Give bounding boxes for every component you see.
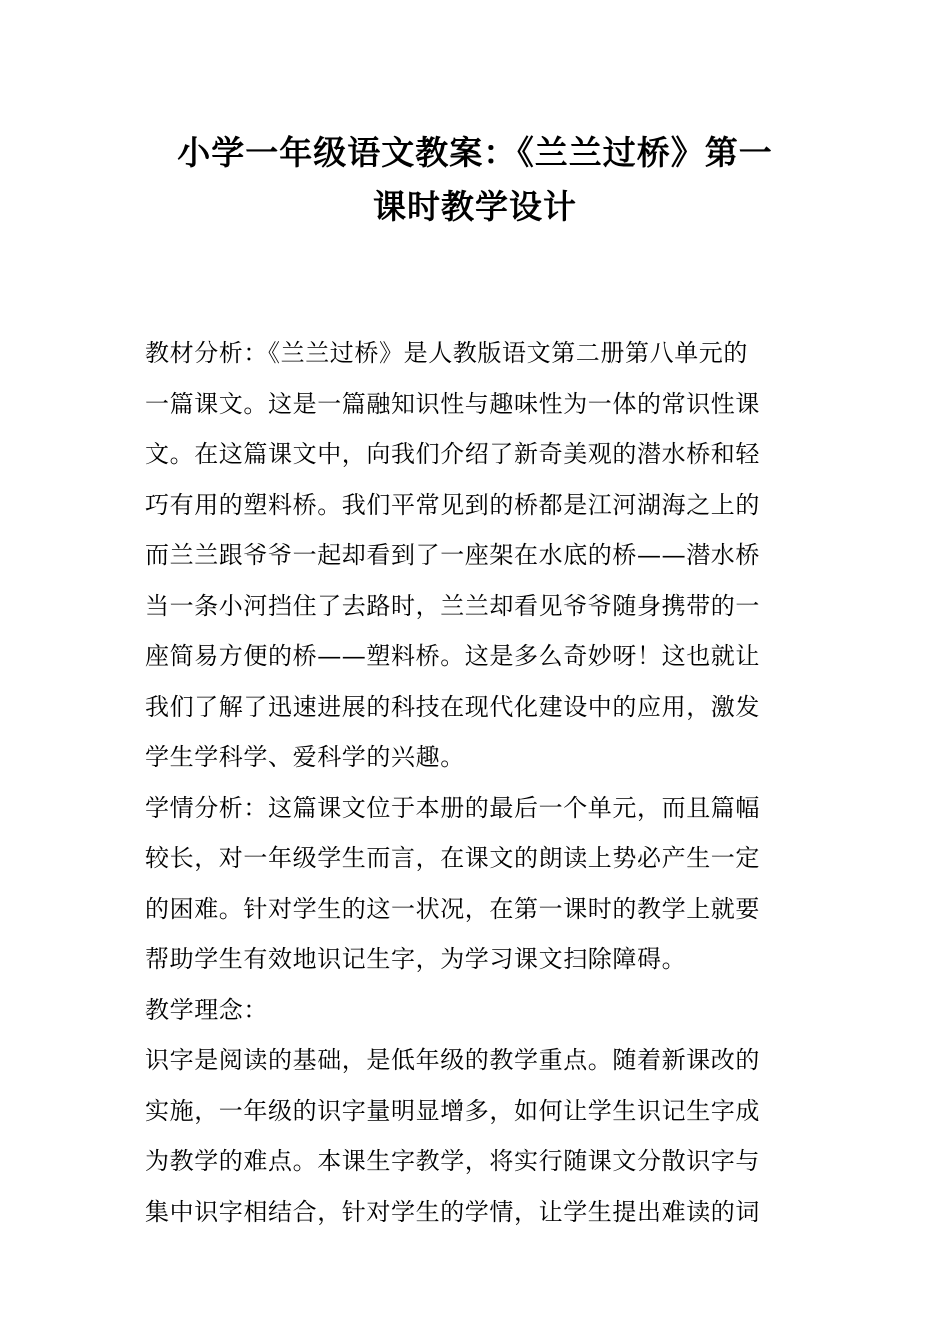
document-title [130, 126, 820, 234]
title-line: 课时教学设计 [373, 187, 577, 226]
text-line: 集中识字相结合，针对学生的学情，让学生提出难读的词 [145, 1197, 760, 1226]
text-line: 学生学科学、爱科学的兴趣。 [145, 743, 465, 771]
text-line: 我们了解了迅速进展的科技在现代化建设中的应用，激发 [145, 692, 760, 721]
paragraph-teaching-philosophy-heading [145, 985, 810, 1036]
text-line: 学情分析：这篇课文位于本册的最后一个单元，而且篇幅 [145, 793, 760, 822]
text-line: 教学理念： [145, 995, 268, 1024]
text-line: 当一条小河挡住了去路时，兰兰却看见爷爷随身携带的一 [145, 591, 760, 620]
text-line: 实施，一年级的识字量明显增多，如何让学生识记生字成 [145, 1096, 760, 1125]
text-line: 教材分析：《兰兰过桥》是人教版语文第二册第八单元的 [145, 339, 748, 367]
text-line: 较长，对一年级学生而言，在课文的朗读上势必产生一定 [145, 844, 760, 872]
text-line: 文。在这篇课文中，向我们介绍了新奇美观的潜水桥和轻 [145, 440, 760, 468]
title-line: 小学一年级语文教案：《兰兰过桥》第一 [177, 133, 773, 172]
text-line: 帮助学生有效地识记生字，为学习课文扫除障碍。 [145, 945, 687, 973]
paragraph-learner-analysis [145, 783, 810, 985]
text-line: 巧有用的塑料桥。我们平常见到的桥都是江河湖海之上的 [145, 490, 760, 519]
text-line: 识字是阅读的基础，是低年级的教学重点。随着新课改的 [145, 1046, 760, 1074]
text-line: 座简易方便的桥——塑料桥。这是多么奇妙呀！这也就让 [145, 642, 760, 670]
document-body [145, 328, 810, 1237]
paragraph-textbook-analysis [145, 328, 810, 783]
text-line: 一篇课文。这是一篇融知识性与趣味性为一体的常识性课 [145, 389, 760, 418]
text-line: 的困难。针对学生的这一状况，在第一课时的教学上就要 [145, 894, 760, 923]
paragraph-teaching-philosophy [145, 1035, 810, 1237]
text-line: 为教学的难点。本课生字教学，将实行随课文分散识字与 [145, 1147, 760, 1175]
text-line: 而兰兰跟爷爷一起却看到了一座架在水底的桥——潜水桥 [145, 541, 760, 569]
